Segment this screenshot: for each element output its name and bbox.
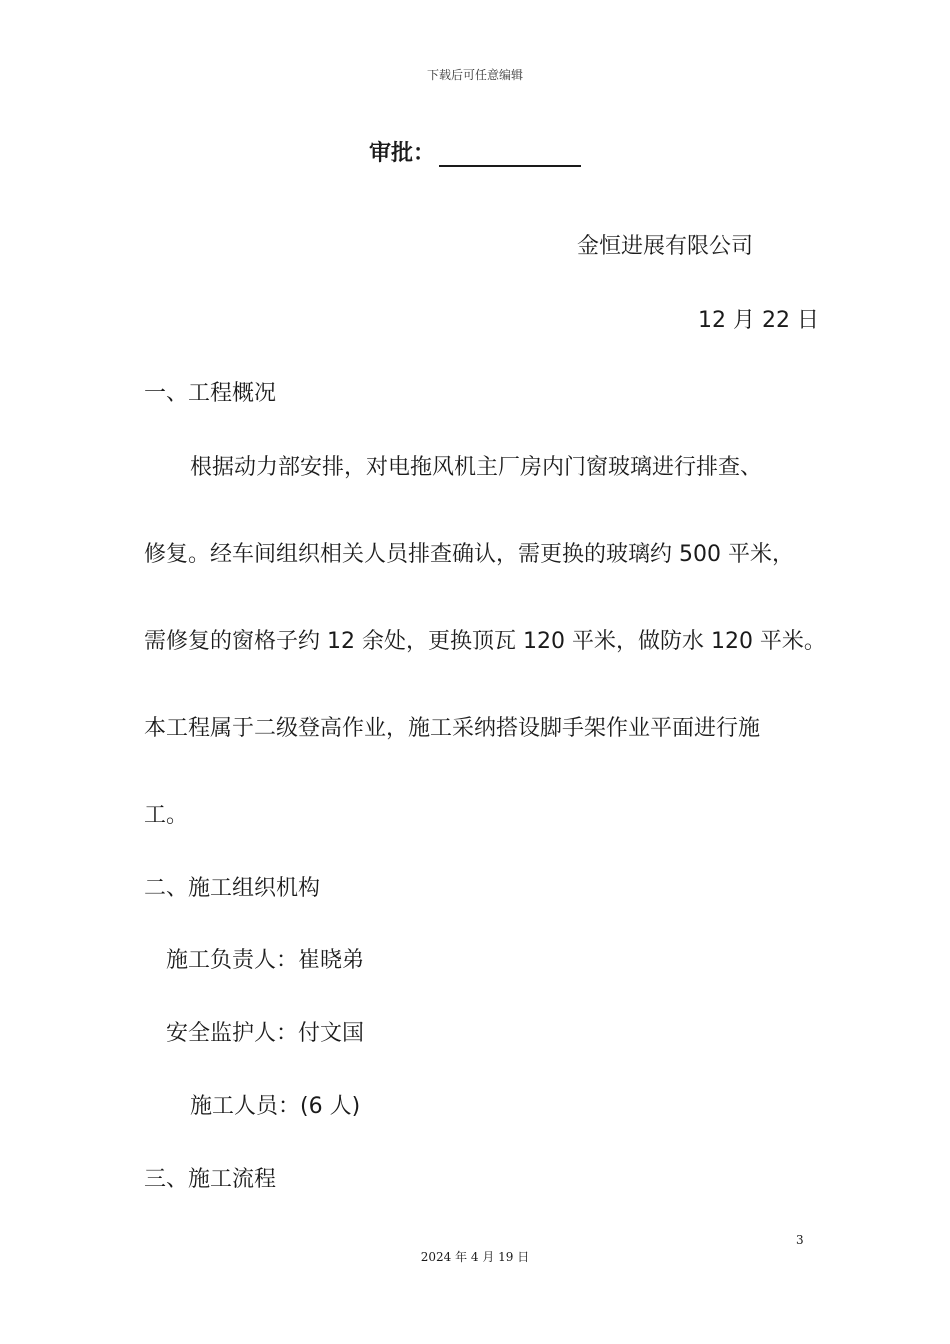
overview-paragraph-line: 需修复的窗格子约 12 余处，更换顶瓦 120 平米，做防水 120 平米。	[144, 629, 826, 654]
organization-item-safety: 安全监护人：付文国	[166, 1021, 365, 1046]
approval-signature-blank	[439, 139, 581, 167]
overview-paragraph-line: 工。	[144, 803, 189, 828]
footer-date: 2024 年 4 月 19 日	[420, 1250, 530, 1264]
section-heading-process: 三、施工流程	[144, 1167, 277, 1192]
overview-paragraph-line: 根据动力部安排，对电拖风机主厂房内门窗玻璃进行排查、	[190, 455, 763, 480]
overview-paragraph-line: 修复。经车间组织相关人员排查确认，需更换的玻璃约 500 平米，	[144, 542, 794, 567]
organization-item-leader: 施工负责人：崔晓弟	[166, 948, 365, 973]
document-date: 12 月 22 日	[698, 308, 819, 333]
section-heading-overview: 一、工程概况	[144, 381, 277, 406]
approval-label: 审批：	[368, 141, 435, 166]
organization-item-workers: 施工人员：(6 人)	[190, 1094, 361, 1119]
overview-paragraph-line: 本工程属于二级登高作业，施工采纳搭设脚手架作业平面进行施	[144, 716, 761, 741]
company-name: 金恒进展有限公司	[577, 234, 754, 259]
page-number: 3	[796, 1233, 804, 1247]
header-note: 下载后可任意编辑	[426, 68, 523, 82]
section-heading-organization: 二、施工组织机构	[144, 876, 321, 901]
approval-line	[0, 136, 950, 167]
